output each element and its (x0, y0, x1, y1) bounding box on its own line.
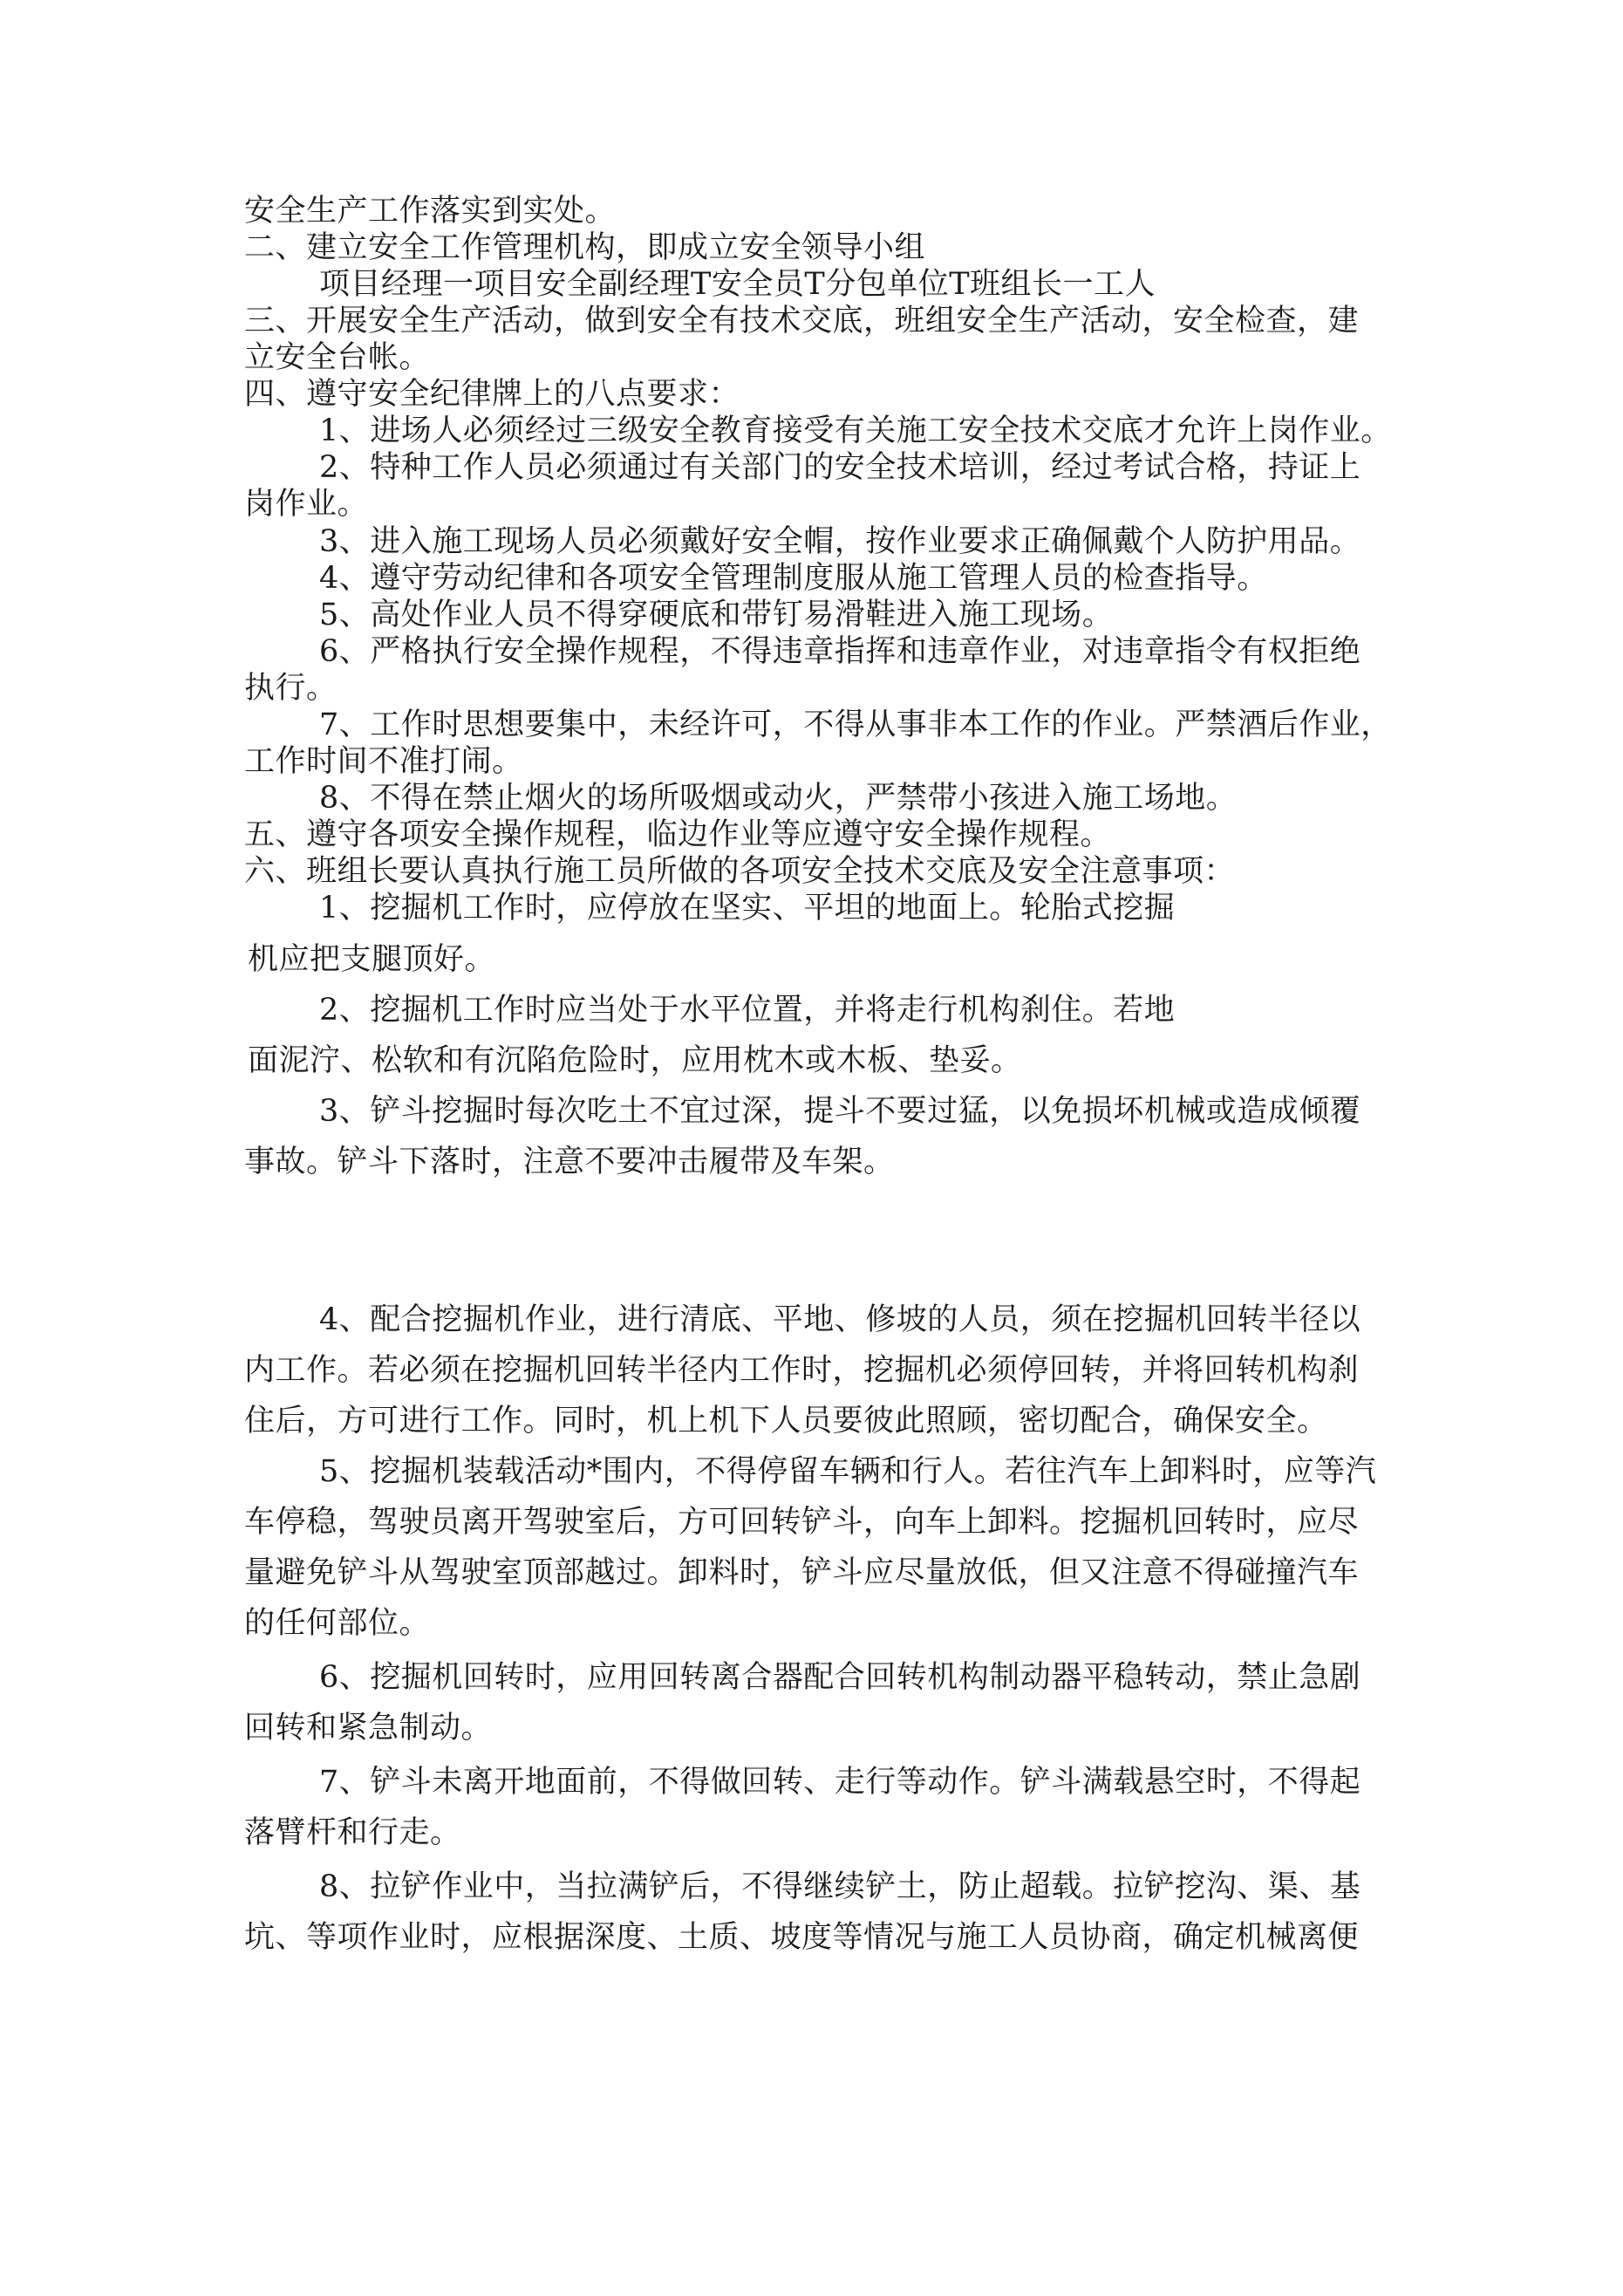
paragraph-line: 车停稳，驾驶员离开驾驶室后，方可回转铲斗，向车上卸料。挖掘机回转时，应尽 (244, 1505, 1360, 1540)
list-item: 1、挖掘机工作时，应停放在坚实、平坦的地面上。轮胎式挖掘 (319, 891, 1176, 926)
list-item: 4、遵守劳动纪律和各项安全管理制度服从施工管理人员的检查指导。 (319, 561, 1268, 596)
list-item: 7、铲斗未离开地面前，不得做回转、走行等动作。铲斗满载悬空时，不得起 (319, 1765, 1361, 1800)
paragraph-line: 事故。铲斗下落时，注意不要冲击履带及车架。 (244, 1145, 895, 1179)
list-item: 6、挖掘机回转时，应用回转离合器配合回转机构制动器平稳转动，禁止急剧 (319, 1660, 1361, 1695)
paragraph-line: 的任何部位。 (244, 1606, 431, 1641)
list-item: 1、进场人必须经过三级安全教育接受有关施工安全技术交底才允许上岗作业。 (319, 413, 1392, 448)
paragraph-line: 落臂杆和行走。 (244, 1815, 461, 1850)
paragraph-line: 内工作。若必须在挖掘机回转半径内工作时，挖掘机必须停回转，并将回转机构刹 (244, 1353, 1360, 1388)
paragraph-line: 坑、等项作业时，应根据深度、土质、坡度等情况与施工人员协商，确定机械离便 (244, 1920, 1360, 1955)
list-item: 5、高处作业人员不得穿硬底和带钉易滑鞋进入施工现场。 (319, 598, 1114, 632)
paragraph-line: 回转和紧急制动。 (244, 1711, 493, 1746)
org-chain-line: 项目经理一项目安全副经理T安全员T分包单位T班组长一工人 (319, 267, 1156, 302)
list-item: 2、特种工作人员必须通过有关部门的安全技术培训，经过考试合格，持证上 (319, 450, 1361, 485)
section-heading: 二、建立安全工作管理机构，即成立安全领导小组 (244, 230, 926, 265)
section-heading: 四、遵守安全纪律牌上的八点要求： (244, 377, 740, 412)
paragraph-line: 工作时间不准打闹。 (244, 744, 523, 779)
section-heading: 六、班组长要认真执行施工员所做的各项安全技术交底及安全注意事项： (244, 854, 1236, 889)
paragraph-line: 机应把支腿顶好。 (248, 942, 496, 977)
paragraph-line: 面泥泞、松软和有沉陷危险时，应用枕木或木板、垫妥。 (248, 1043, 1022, 1078)
list-item: 3、铲斗挖掘时每次吃土不宜过深，提斗不要过猛，以免损坏机械或造成倾覆 (319, 1094, 1361, 1129)
list-item: 5、挖掘机装载活动*围内，不得停留车辆和行人。若往汽车上卸料时，应等汽 (319, 1454, 1377, 1489)
paragraph-line: 执行。 (244, 671, 338, 706)
list-item: 3、进入施工现场人员必须戴好安全帽，按作业要求正确佩戴个人防护用品。 (319, 524, 1361, 559)
paragraph-line: 岗作业。 (244, 487, 369, 522)
list-item: 8、不得在禁止烟火的场所吸烟或动火，严禁带小孩进入施工场地。 (319, 781, 1238, 816)
list-item: 7、工作时思想要集中，未经许可，不得从事非本工作的作业。严禁酒后作业， (319, 707, 1392, 742)
list-item: 4、配合挖掘机作业，进行清底、平地、修坡的人员，须在挖掘机回转半径以 (319, 1302, 1361, 1337)
paragraph-line: 量避免铲斗从驾驶室顶部越过。卸料时，铲斗应尽量放低，但又注意不得碰撞汽车 (244, 1555, 1360, 1590)
list-item: 6、严格执行安全操作规程，不得违章指挥和违章作业，对违章指令有权拒绝 (319, 634, 1361, 669)
list-item: 8、拉铲作业中，当拉满铲后，不得继续铲土，防止超载。拉铲挖沟、渠、基 (319, 1869, 1361, 1904)
section-heading: 五、遵守各项安全操作规程，临边作业等应遵守安全操作规程。 (244, 817, 1112, 852)
paragraph-line: 立安全台帐。 (244, 340, 431, 375)
list-item: 2、挖掘机工作时应当处于水平位置，并将走行机构刹住。若地 (319, 993, 1176, 1028)
paragraph-line: 住后，方可进行工作。同时，机上机下人员要彼此照顾，密切配合，确保安全。 (244, 1404, 1328, 1438)
section-heading: 三、开展安全生产活动，做到安全有技术交底，班组安全生产活动，安全检查，建 (244, 304, 1360, 338)
paragraph-line: 安全生产工作落实到实处。 (244, 194, 617, 229)
